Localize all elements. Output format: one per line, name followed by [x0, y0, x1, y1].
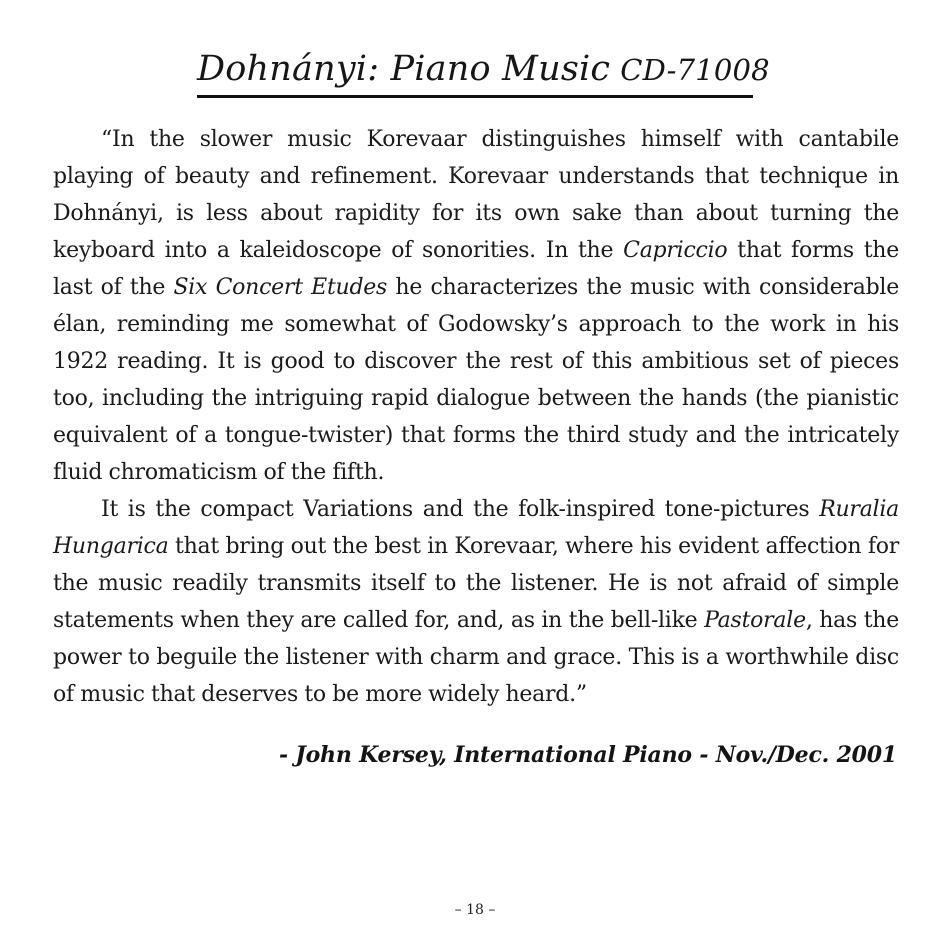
work-title-pastorale: Pastorale	[704, 608, 806, 633]
page-title	[197, 49, 770, 90]
album-title: Dohnányi: Piano Music	[197, 49, 611, 89]
review-text: that forms the last of the	[53, 238, 899, 300]
work-title-six-concert-etudes: Six Concert Etudes	[173, 275, 388, 300]
review-attribution: - John Kersey, International Piano - Nov./Dec. 2001	[278, 742, 897, 768]
review-quote	[53, 121, 899, 713]
review-paragraph	[53, 491, 899, 713]
work-title-ruralia-hungarica: Ruralia Hungarica	[53, 497, 899, 559]
review-text: It is the compact Variations and the folk-inspired tone-pictures	[101, 497, 820, 522]
review-text: that bring out the best in Korevaar, where his evident affection for the music readily transmits itself to the listener. He is not afraid of simple statements when they are called for, and, as in the bell-like	[53, 534, 899, 633]
catalog-number: CD-71008	[620, 53, 770, 87]
review-text: , has the power to beguile the listener with charm and grace. This is a worthwhile disc of music that deserves to be more widely heard.”	[53, 608, 899, 707]
work-title-capriccio: Capriccio	[623, 238, 728, 263]
page-number: – 18 –	[454, 902, 496, 918]
page-header	[197, 42, 770, 98]
review-text: “In the slower music Korevaar distinguishes himself with cantabile playing of beauty and refinement. Korevaar understands that technique in Dohnányi, is less about rapidity for its own sake than about turning the keyboard into a kaleidoscope of sonorities. In the	[53, 127, 899, 263]
review-text: he characterizes the music with considerable élan, reminding me somewhat of Godowsky’s approach to the work in his 1922 reading. It is good to discover the rest of this ambitious set of pieces too, including the intriguing rapid dialogue between the hands (the pianistic equivalent of a tongue-twister) that forms the third study and the intricately fluid chromaticism of the fifth.	[53, 275, 899, 485]
review-paragraph	[53, 121, 899, 491]
